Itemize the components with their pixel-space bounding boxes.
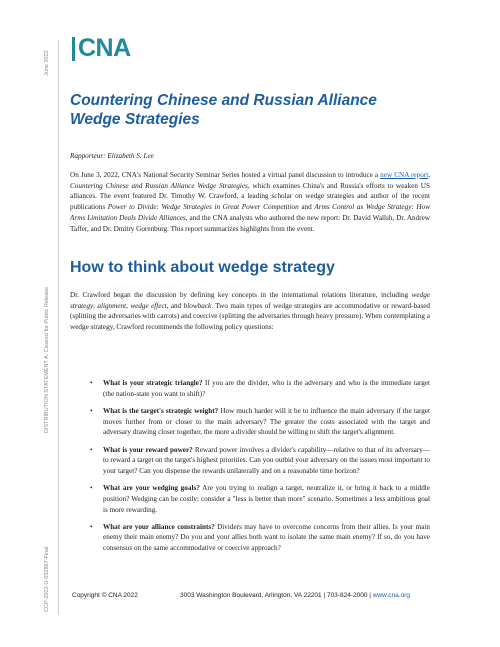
website-link[interactable]: www.cna.org: [372, 592, 410, 599]
side-document-code: CCP-2022-U-032867-Final: [44, 546, 50, 612]
logo-bar-icon: [72, 37, 75, 61]
rapporteur: Rapporteur: Elizabeth S. Lee: [70, 152, 154, 160]
footer-copyright: Copyright © CNA 2022: [72, 592, 138, 599]
side-date: June 2022: [44, 50, 50, 76]
footer-contact: 3003 Washington Boulevard, Arlington, VA 22201 | 703-824-2000 | www.cna.org: [180, 592, 410, 599]
intro-paragraph: On June 3, 2022, CNA's National Security Seminar Series hosted a virtual panel discussion to introduce a new CNA report, Countering Chinese and Russian Alliance Wedge Strategies, which examines China's and Russia's efforts to weaken US alliances. The event featured Dr. Timothy W. Crawford, a leading scholar on wedge strategies and author of the recent publications Power to Divide: Wedge Strategies in Great Power Competition and Arms Control as Wedge Strategy: How Arms Limitation Deals Divide Alliances, and the CNA analysts who authored the new report: Dr. David Wallsh, Dr. Andrew Taffer, and Dr. Dmitry Gorenburg. This report summarizes highlights from the event.: [70, 171, 431, 233]
list-item: • What is your reward power? Reward power involves a divider's capability—relative to that of its adversary—to reward a target on the target's highest priorities. Can you outbid your adversary on the issues most important to your target? Can you dispense the rewards unilaterally and on a reasonable time horizon?: [90, 445, 430, 475]
policy-questions-list: [90, 378, 430, 560]
cna-logo: [72, 34, 131, 63]
margin-rule: [58, 40, 59, 615]
bullet-icon: •: [90, 484, 93, 493]
bullet-icon: •: [90, 522, 93, 531]
bullet-icon: •: [90, 445, 93, 454]
report-link[interactable]: new CNA report: [380, 171, 429, 179]
bullet-icon: •: [90, 406, 93, 415]
section-heading: How to think about wedge strategy: [70, 259, 335, 276]
list-item: • What are your wedging goals? Are you trying to realign a target, neutralize it, or bring it back to a middle position? Wedging can be costly; consider a "less is better than more" scenario. Sometimes a less ambitious goal is more rewarding.: [90, 484, 430, 514]
document-title: Countering Chinese and Russian Alliance Wedge Strategies: [70, 92, 377, 128]
list-item: • What is the target's strategic weight? How much harder will it be to influence the main adversary if the target moves further from or closer to the main adversary? The greater the costs associated with the target and adversary drawing closer together, the more a divider should be willing to shift the target's alignment.: [90, 406, 430, 437]
side-distribution-statement: DISTRIBUTION STATEMENT A. Cleared for Public Release: [44, 286, 50, 433]
bullet-icon: •: [90, 379, 93, 387]
logo-text: CNA: [78, 34, 131, 62]
list-item: • What are your alliance constraints? Dividers may have to overcome concerns from their allies. Is your main enemy their main enemy? Do you and your allies both want to isolate the same main enemy? If so, do you have consensus on the same accommodative or coercive approach?: [90, 522, 430, 553]
section-paragraph: Dr. Crawford began the discussion by defining key concepts in the international relations literature, including wedge strategy, alignment, wedge effect, and blowback. Two main types of wedge strategies are accommodative or reward-based (splitting the adversaries with carrots) and coercive (splitting the adversaries through heavy pressure). When contemplating a wedge strategy, Crawford recommends the following policy questions:: [70, 291, 430, 332]
list-item: • What is your strategic triangle? If you are the divider, who is the adversary and who is the immediate target (the nation-state you want to shift)?: [90, 379, 430, 398]
